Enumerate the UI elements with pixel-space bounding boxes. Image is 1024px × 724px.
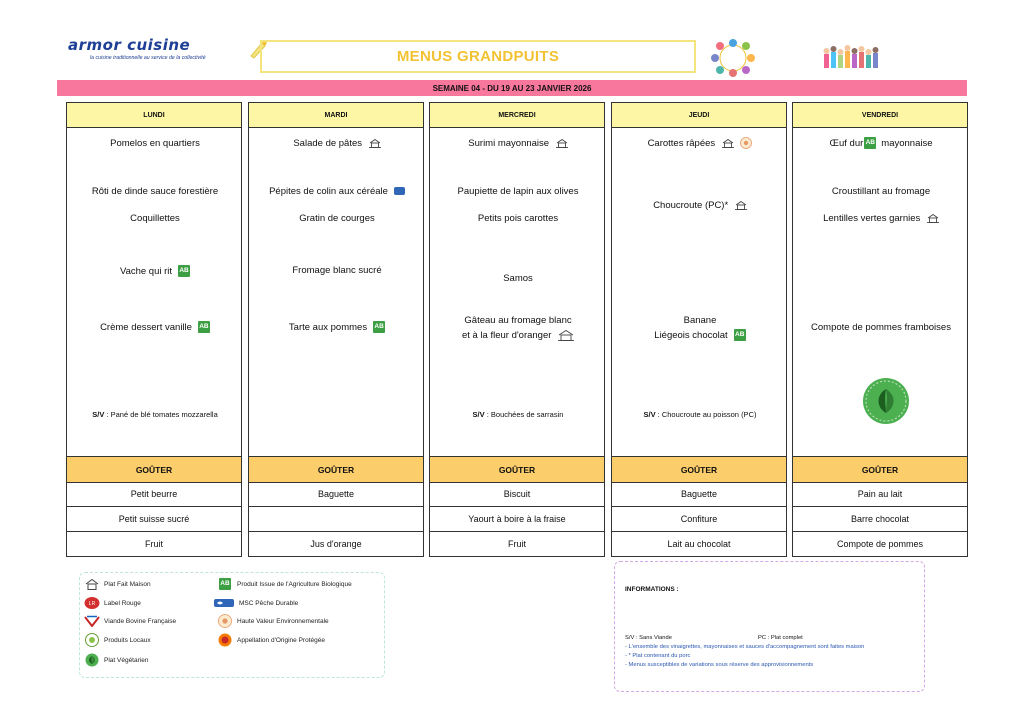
house-icon	[369, 139, 381, 148]
main-dish: Choucroute (PC)*	[612, 198, 788, 213]
children-circle-icon	[710, 38, 756, 78]
starter: Pomelos en quartiers	[110, 138, 200, 149]
ab-icon: AB	[734, 329, 746, 341]
dessert: Crème dessert vanille AB	[100, 322, 209, 333]
house-icon	[85, 579, 99, 590]
gouter-item: Biscuit	[429, 482, 605, 507]
msc-icon	[394, 187, 405, 195]
svg-text:LR: LR	[88, 601, 96, 607]
viande-bovine-icon	[84, 615, 100, 627]
gouter-item: Petit suisse sucré	[66, 507, 242, 532]
week-banner	[57, 80, 967, 96]
starter: Surimi mayonnaise	[430, 136, 606, 151]
house-icon	[927, 214, 939, 223]
week-label: SEMAINE 04 - DU 19 AU 23 JANVIER 2026	[432, 83, 592, 93]
cheese: Samos	[503, 273, 533, 284]
side-dish: Petits pois carottes	[477, 213, 559, 224]
ab-icon: AB	[864, 137, 876, 149]
main-dish: Croustillant au fromage	[831, 186, 931, 197]
legend-item: MSC Pêche Durable	[213, 596, 298, 610]
legend-item: Appellation d'Origine Protégée	[217, 633, 325, 647]
armor-cuisine-logo	[68, 36, 243, 61]
info-note: - Menus susceptibles de variations sous réserve des approvisionnements	[625, 662, 814, 668]
legend-box	[79, 572, 385, 678]
hve-icon	[740, 137, 752, 149]
day-header: MARDI	[248, 102, 424, 128]
house-icon	[735, 201, 747, 210]
gouter-header: GOÛTER	[611, 456, 787, 483]
label-rouge-icon	[84, 596, 100, 610]
house-icon	[556, 139, 568, 148]
day-column-lundi	[66, 102, 242, 559]
main-dish: Paupiette de lapin aux olives	[457, 186, 579, 197]
day-header: MERCREDI	[429, 102, 605, 128]
side-dish: Gratin de courges	[299, 213, 375, 224]
gouter-item: Yaourt à boire à la fraise	[429, 507, 605, 532]
ab-icon: AB	[373, 321, 385, 333]
cheese: Vache qui rit AB	[119, 266, 189, 277]
dessert-line-2: et à la fleur d'oranger	[430, 328, 606, 343]
menu-body	[66, 128, 242, 458]
menu-body	[248, 128, 424, 458]
children-group-icon	[822, 40, 880, 74]
menu-body	[611, 128, 787, 458]
legend-item: Viande Bovine Française	[84, 614, 176, 628]
day-column-mercredi	[429, 102, 605, 559]
info-note: - L'ensemble des vinaigrettes, mayonnaises et sauces d'accompagnement sont faites maison	[625, 644, 865, 650]
aop-icon	[218, 633, 232, 647]
logo-name: armor cuisine	[68, 36, 191, 54]
main-dish: Rôti de dinde sauce forestière	[91, 186, 219, 197]
gouter-item: Petit beurre	[66, 482, 242, 507]
info-box	[614, 561, 925, 692]
vegetarian-leaf-icon	[862, 377, 910, 425]
gouter-header: GOÛTER	[792, 456, 968, 483]
gouter-item: Baguette	[248, 482, 424, 507]
day-column-mardi	[248, 102, 424, 559]
legend-item: LR Label Rouge	[84, 596, 141, 610]
cheese: Fromage blanc sucré	[292, 265, 382, 276]
gouter-header: GOÛTER	[66, 456, 242, 483]
day-column-jeudi	[611, 102, 787, 559]
gouter-item: Compote de pommes	[792, 532, 968, 557]
legend-item: AB Produit Issue de l'Agriculture Biologique	[217, 577, 352, 591]
logo-tagline: la cuisine traditionnelle au service de la collectivité	[90, 55, 206, 61]
legend-item: Plat Végétarien	[84, 653, 148, 667]
msc-icon	[214, 598, 234, 608]
title-box	[260, 40, 696, 73]
day-header: JEUDI	[611, 102, 787, 128]
side-dish: Coquillettes	[130, 213, 180, 224]
gouter-header: GOÛTER	[429, 456, 605, 483]
legend-item: Plat Fait Maison	[84, 577, 151, 591]
day-column-vendredi	[792, 102, 968, 559]
starter: Salade de pâtes	[249, 136, 425, 151]
gouter-header: GOÛTER	[248, 456, 424, 483]
gouter-item	[248, 507, 424, 532]
gouter-item: Baguette	[611, 482, 787, 507]
ab-icon: AB	[219, 578, 231, 590]
starter: Œuf dur AB mayonnaise	[829, 138, 933, 149]
sv-note: S/V : Choucroute au poisson (PC)	[643, 410, 757, 419]
produits-locaux-icon	[84, 633, 100, 647]
vegetarien-icon	[85, 653, 99, 667]
dessert: Tarte aux pommes AB	[288, 322, 384, 333]
dessert: Compote de pommes framboises	[811, 322, 951, 333]
house-icon	[558, 330, 574, 341]
day-header: VENDREDI	[792, 102, 968, 128]
info-pc: PC : Plat complet	[758, 635, 803, 641]
gouter-item: Lait au chocolat	[611, 532, 787, 557]
page-title: MENUS GRANDPUITS	[396, 48, 560, 65]
gouter-item: Pain au lait	[792, 482, 968, 507]
gouter-item: Confiture	[611, 507, 787, 532]
info-sv: S/V : Sans Viande	[625, 635, 672, 641]
starter: Carottes râpées	[612, 136, 788, 151]
hve-icon	[218, 614, 232, 628]
side-dish: Lentilles vertes garnies	[793, 211, 969, 226]
fruit: Banane	[683, 315, 717, 326]
sv-note: S/V : Pané de blé tomates mozzarella	[92, 410, 218, 419]
dessert: Liégeois chocolat AB	[654, 330, 745, 341]
menu-body	[429, 128, 605, 458]
gouter-item: Jus d'orange	[248, 532, 424, 557]
legend-item: Produits Locaux	[84, 633, 151, 647]
house-icon	[722, 139, 734, 148]
gouter-item: Fruit	[429, 532, 605, 557]
gouter-item: Fruit	[66, 532, 242, 557]
day-header: LUNDI	[66, 102, 242, 128]
dessert-line-1: Gâteau au fromage blanc	[464, 315, 572, 326]
gouter-item: Barre chocolat	[792, 507, 968, 532]
sv-note: S/V : Bouchées de sarrasin	[472, 410, 564, 419]
ab-icon: AB	[198, 321, 210, 333]
ab-icon: AB	[178, 265, 190, 277]
main-dish: Pépites de colin aux céréale	[249, 184, 425, 199]
info-title: INFORMATIONS :	[625, 586, 679, 593]
info-note: - * Plat contenant du porc	[625, 653, 691, 659]
legend-item: Haute Valeur Environnementale	[217, 614, 329, 628]
